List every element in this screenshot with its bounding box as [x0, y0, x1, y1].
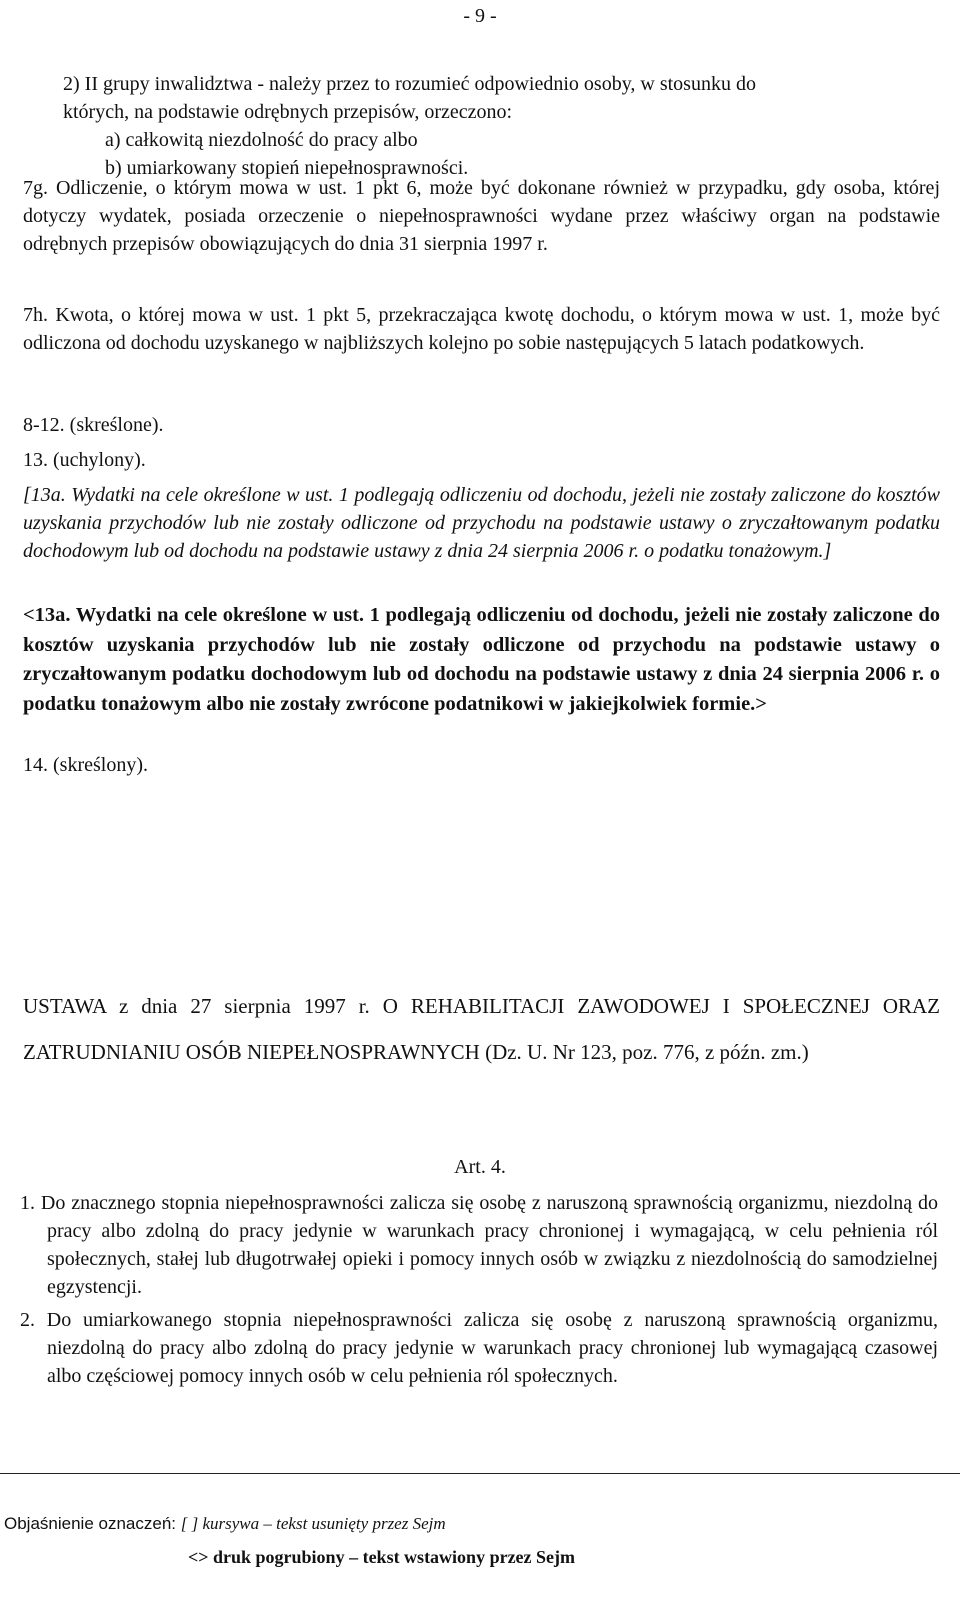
- paragraph-13a-inserted: <13a. Wydatki na cele określone w ust. 1 podlegają odliczeniu od dochodu, jeżeli nie zostały zaliczone do kosztów uzyskania przychodów lub nie zostały odliczone od przychodu na podstawie ustawy o zryczałtowanym podatku dochodowym lub od dochodu na podstawie ustawy z dnia 24 sierpnia 2006 r. o podatku tonażowym albo nie zostały zwrócone podatnikowi w jakiejkolwiek formie.>: [23, 604, 940, 715]
- footer-legend-row1: [4, 1510, 944, 1538]
- article-item-2: [20, 1306, 938, 1390]
- item-2: [23, 70, 940, 182]
- footer-legend-removed: [ ] kursywa – tekst usunięty przez Sejm: [180, 1514, 446, 1533]
- paragraph-13: 13. (uchylony).: [23, 449, 146, 471]
- item-2-line2: których, na podstawie odrębnych przepisów, orzeczono:: [63, 101, 513, 123]
- paragraph-14: 14. (skreślony).: [23, 754, 148, 776]
- article-item-1-number: 1.: [20, 1192, 35, 1214]
- paragraph-8-12: 8-12. (skreślone).: [23, 414, 164, 436]
- item-2-b: b) umiarkowany stopień niepełnosprawności.: [105, 157, 469, 179]
- footer-label: Objaśnienie oznaczeń:: [4, 1514, 177, 1533]
- article-item-1: [20, 1189, 938, 1301]
- item-2-a: a) całkowitą niezdolność do pracy albo: [105, 129, 418, 151]
- article-item-1-text: Do znacznego stopnia niepełnosprawności zalicza się osobę z naruszoną sprawnością organizmu, niezdolną do pracy albo zdolną do pracy jedynie w warunkach pracy chronionej i wymagającą, w celu pełnienia ról społecznych, stałej lub długotrwałej opieki i pomocy innych osób w związku z niezdolnością do samodzielnej egzystencji.: [40, 1192, 939, 1298]
- page-number: - 9 -: [463, 5, 497, 27]
- article-item-2-text: Do umiarkowanego stopnia niepełnosprawności zalicza się osobę z naruszoną sprawnością organizmu, niezdolną do pracy albo zdolną do pracy jedynie w warunkach pracy chronionej lub wymagającą czasowej albo częściowej pomocy innych osób w celu pełnienia ról społecznych.: [46, 1309, 938, 1387]
- act-title: USTAWA z dnia 27 sierpnia 1997 r. O REHABILITACJI ZAWODOWEJ I SPOŁECZNEJ ORAZ ZATRUDNIANIU OSÓB NIEPEŁNOSPRAWNYCH (Dz. U. Nr 123, poz. 776, z późn. zm.): [23, 994, 940, 1064]
- article-item-2-number: 2.: [20, 1309, 35, 1331]
- paragraph-13a-removed: [13a. Wydatki na cele określone w ust. 1 podlegają odliczeniu od dochodu, jeżeli nie zostały zaliczone do kosztów uzyskania przychodów lub nie zostały odliczone od przychodu na podstawie ustawy o zryczałtowanym podatku dochodowym lub od dochodu na podstawie ustawy z dnia 24 sierpnia 2006 r. o podatku tonażowym.]: [23, 484, 940, 562]
- footer-legend-inserted: <> druk pogrubiony – tekst wstawiony przez Sejm: [188, 1547, 576, 1567]
- footer-divider: [0, 1473, 960, 1474]
- article-heading: Art. 4.: [454, 1156, 506, 1178]
- paragraph-7h: 7h. Kwota, o której mowa w ust. 1 pkt 5, przekraczająca kwotę dochodu, o którym mowa w ust. 1, może być odliczona od dochodu uzyskanego w najbliższych kolejno po sobie następujących 5 latach podatkowych.: [23, 304, 940, 354]
- item-2-line1: 2) II grupy inwalidztwa - należy przez to rozumieć odpowiednio osoby, w stosunku do: [63, 73, 756, 95]
- paragraph-7g: 7g. Odliczenie, o którym mowa w ust. 1 pkt 6, może być dokonane również w przypadku, gdy osoba, której dotyczy wydatek, posiada orzeczenie o niepełnosprawności wydane przez właściwy organ na podstawie odrębnych przepisów obowiązujących do dnia 31 sierpnia 1997 r.: [23, 177, 940, 255]
